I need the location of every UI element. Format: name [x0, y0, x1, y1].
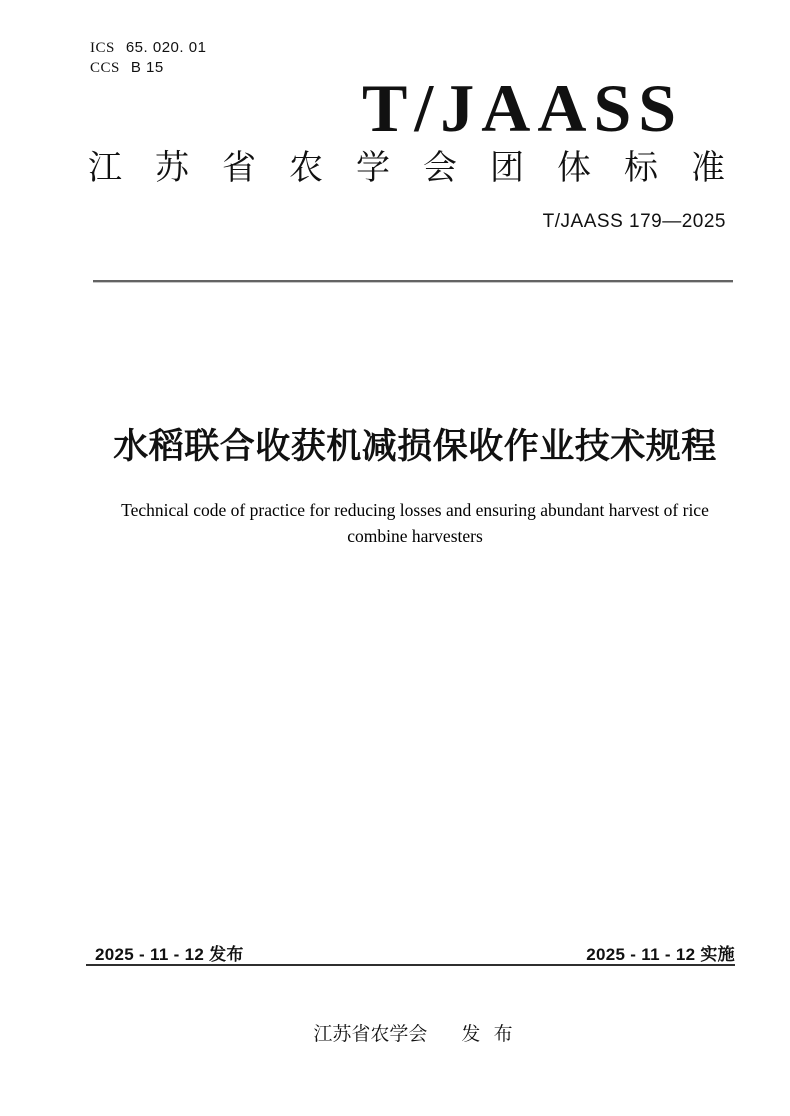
issue-date: 2025 - 11 - 12 发布 — [95, 945, 244, 964]
classification-codes — [90, 38, 206, 78]
ics-label: ICS — [90, 40, 115, 56]
dates-row — [95, 940, 735, 965]
standard-number: T/JAASS 179—2025 — [542, 211, 726, 232]
ics-value: 65. 020. 01 — [125, 39, 207, 56]
ccs-value: B 15 — [130, 59, 164, 76]
ccs-label: CCS — [90, 60, 120, 76]
publisher-row — [90, 1019, 740, 1046]
standard-body-logotype: T/JAASS — [362, 70, 684, 146]
publish-label: 发 布 — [461, 1024, 517, 1045]
ccs-row — [90, 58, 206, 78]
title-english-line2: combine harvesters — [347, 526, 483, 546]
document-title-english — [55, 497, 775, 549]
ics-row — [90, 38, 206, 58]
title-english-line1: Technical code of practice for reducing losses and ensuring abundant harvest of rice — [121, 500, 709, 520]
publisher-name: 江苏省农学会 — [313, 1024, 428, 1045]
header-divider-rule — [93, 280, 733, 282]
document-title-chinese: 水稻联合收获机减损保收作业技术规程 — [113, 427, 717, 466]
org-standard-type-title: 江苏省农学会团体标准 — [88, 149, 758, 187]
implementation-date: 2025 - 11 - 12 实施 — [586, 945, 735, 964]
footer-divider-rule — [86, 964, 735, 966]
